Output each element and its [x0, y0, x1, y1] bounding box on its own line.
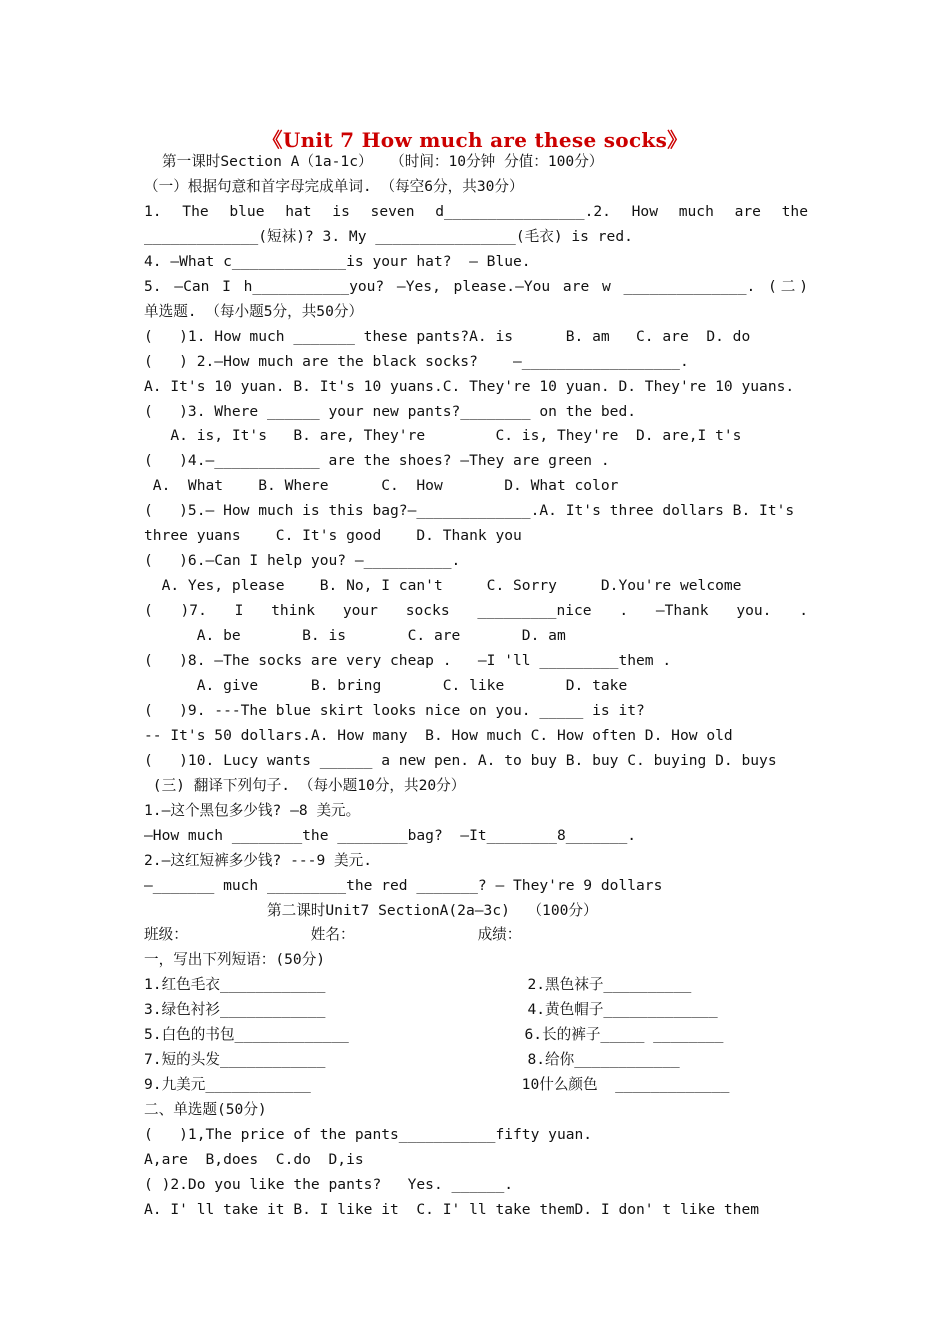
- worksheet-line: ( )4.—____________ are the shoes? —They are green .: [144, 452, 610, 470]
- worksheet-line: 二、单选题(50分): [144, 1101, 267, 1119]
- worksheet-line: ( )5.— How much is this bag?—_____________.A. It's three dollars B. It's: [144, 502, 795, 520]
- worksheet-line: A. be B. is C. are D. am: [144, 627, 566, 645]
- worksheet-line: (三) 翻译下列句子. （每小题10分，共20分）: [144, 776, 466, 794]
- worksheet-line: ( ) 2.—How much are the black socks? —__________________.: [144, 352, 689, 370]
- worksheet-title: 《Unit 7 How much are these socks》: [262, 128, 688, 152]
- worksheet-line: ( )7. I think your socks _________nice . —Thank you. .: [144, 602, 808, 620]
- worksheet-line: 7.短的头发____________ 8.给你____________: [144, 1051, 680, 1069]
- worksheet-line: _____________(短袜)? 3. My ________________(毛衣) is red.: [144, 227, 633, 245]
- worksheet-line: —How much ________the ________bag? —It________8_______.: [144, 826, 637, 844]
- worksheet-line: 1. The blue hat is seven d________________.2. How much are the: [144, 202, 808, 220]
- worksheet-line: A. I' ll take it B. I like it C. I' ll take themD. I don' t like them: [144, 1200, 760, 1218]
- worksheet-line: 班级： 姓名： 成绩：: [144, 926, 522, 944]
- worksheet-line: 5.白色的书包_____________ 6.长的裤子_____ ________: [144, 1026, 724, 1044]
- worksheet-line: A. It's 10 yuan. B. It's 10 yuans.C. They're 10 yuan. D. They're 10 yuans.: [144, 377, 795, 395]
- worksheet-line: 4. —What c_____________is your hat? — Blue.: [144, 252, 531, 270]
- worksheet-line: A. What B. Where C. How D. What color: [144, 477, 619, 495]
- worksheet-line: A,are B,does C.do D,is: [144, 1151, 364, 1168]
- worksheet-line: —_______ much _________the red _______? — They're 9 dollars: [144, 876, 663, 894]
- worksheet-line: ( )2.Do you like the pants? Yes. ______.: [144, 1175, 514, 1193]
- worksheet-line: 1.红色毛衣____________ 2.黑色袜子__________: [144, 976, 692, 994]
- worksheet-line: 3.绿色衬衫____________ 4.黄色帽子_____________: [144, 1001, 718, 1019]
- worksheet-line: 第二课时Unit7 SectionA(2a—3c) （100分）: [144, 901, 598, 919]
- worksheet-line: 单选题. （每小题5分，共50分）: [144, 302, 364, 320]
- worksheet-line: 9.九美元____________ 10什么颜色 _____________: [144, 1076, 730, 1094]
- worksheet-line: A. give B. bring C. like D. take: [144, 676, 628, 694]
- worksheet-line: ( )6.—Can I help you? —__________.: [144, 552, 461, 570]
- worksheet-line: ( )9. ---The blue skirt looks nice on you. _____ is it?: [144, 701, 645, 719]
- worksheet-line: A. Yes, please B. No, I can't C. Sorry D.You're welcome: [144, 577, 742, 595]
- worksheet-line: ( )10. Lucy wants ______ a new pen. A. to buy B. buy C. buying D. buys: [144, 751, 777, 769]
- worksheet-line: 第一课时Section A（1a-1c） （时间：10分钟 分值：100分）: [162, 153, 604, 170]
- worksheet-line: three yuans C. It's good D. Thank you: [144, 527, 522, 545]
- worksheet-line: A. is, It's B. are, They're C. is, They're D. are,I t's: [144, 427, 742, 445]
- worksheet-line: 1.—这个黑包多少钱? —8 美元。: [144, 801, 361, 819]
- worksheet-line: （一）根据句意和首字母完成单词. （每空6分，共30分）: [144, 177, 524, 195]
- worksheet-line: 一，写出下列短语：(50分): [144, 951, 326, 969]
- worksheet-line: ( )3. Where ______ your new pants?________ on the bed.: [144, 402, 637, 420]
- worksheet-line: 2.—这红短裤多少钱? ---9 美元.: [144, 851, 372, 869]
- worksheet-line: ( )1,The price of the pants___________fifty yuan.: [144, 1126, 593, 1144]
- worksheet-line: 5. —Can I h___________you? —Yes, please.—You are w ______________. (二): [144, 277, 808, 295]
- worksheet-line: ( )8. —The socks are very cheap . —I 'll _________them .: [144, 652, 672, 669]
- worksheet-line: ( )1. How much _______ these pants?A. is B. am C. are D. do: [144, 327, 751, 345]
- worksheet-line: -- It's 50 dollars.A. How many B. How much C. How often D. How old: [144, 726, 733, 744]
